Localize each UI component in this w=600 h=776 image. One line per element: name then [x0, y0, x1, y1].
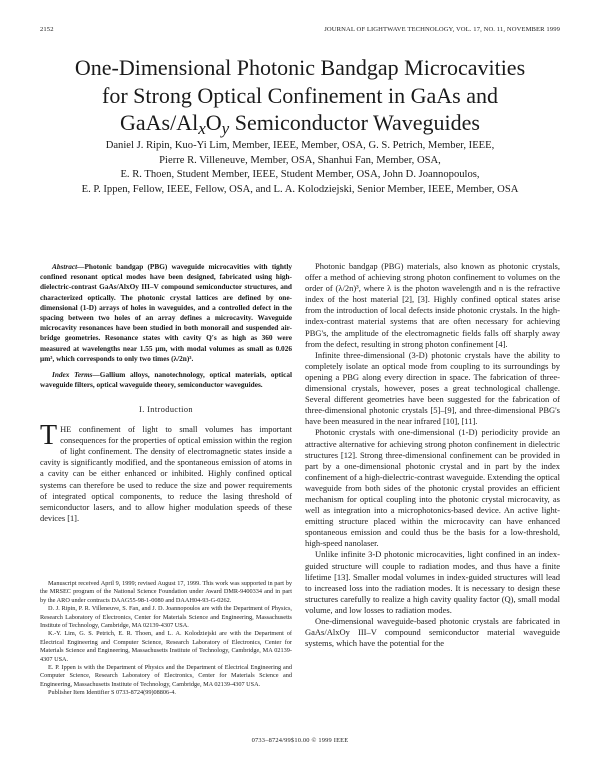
page-number: 2152 [40, 26, 54, 33]
index-terms-label: Index Terms— [52, 370, 100, 380]
author-list [40, 139, 560, 197]
title-line-3 [30, 109, 570, 143]
title-line-2: for Strong Optical Confinement in GaAs and [102, 82, 498, 108]
footnote-affiliation-2: K.-Y. Lim, G. S. Petrich, E. R. Thoen, and L. A. Kolodziejski are with the Department of Electrical Engineering and Computer Science, Research Laboratory of Electronics, Center for Materials Science and Engineering, Massachusetts Institute of Technology, Cambridge, MA 02139-4307 USA. [40, 630, 292, 663]
body-paragraph-5: One-dimensional waveguide-based photonic crystals are fabricated in GaAs/AlxOy III–V compound semiconductor material waveguide systems, which have the potential for the [305, 616, 560, 649]
abstract-text: Photonic bandgap (PBG) waveguide microcavities with tightly confined resonant optical modes have been designed, fabricated using high-dielectric-contrast GaAs/AlxOy III–V compound semiconductor structures, and characterized optically. The photonic crystal lattices are defined by one-dimensional (1-D) arrays of holes in waveguides, and a controlled defect in the spacing between two holes of an array defines a microcavity. Waveguide microcavity resonances have been studied in both monorail and suspended air-bridge geometries. Resonance states with cavity Q's as high as 360 were measured at wavelengths near 1.55 µm, with modal volumes as small as 0.026 µm³, which corresponds to only two times (λ/2n)³. [40, 262, 292, 363]
right-column [305, 261, 560, 649]
title-oxide-o: O [205, 110, 222, 135]
author-line-2: Pierre R. Villeneuve, Member, OSA, Shanhui Fan, Member, OSA, [159, 154, 441, 166]
index-terms [40, 370, 292, 390]
left-column [40, 262, 292, 524]
copyright-footer: 0733–8724/99$10.00 © 1999 IEEE [251, 737, 349, 744]
footnote-affiliation-1: D. J. Ripin, P. R. Villeneuve, S. Fan, and J. D. Joannopoulos are with the Department of Physics, Research Laboratory of Electronics, Center for Materials Science and Engineering, Massachusetts Institute of Technology, Cambridge, MA 02139-4307 USA. [40, 605, 292, 630]
body-paragraph-1: Photonic bandgap (PBG) materials, also known as photonic crystals, offer a method of achieving strong photon confinement to volumes on the order of (λ/2n)³, where λ is the photon wavelength and n is the refractive index of the host material [2], [3]. Highly confined optical states arise from the introduction of local defects inside photonic crystals. In the high-index-contrast material systems that are often necessary for achieving PBG's, the amplitude of the electromagnetic fields falls off sharply away from the defect, resulting in strong photon confinement [4]. [305, 261, 560, 349]
title-subscript-y: y [221, 119, 230, 138]
journal-citation: JOURNAL OF LIGHTWAVE TECHNOLOGY, VOL. 17, NO. 11, NOVEMBER 1999 [324, 26, 560, 33]
title-line-3-start: GaAs/Al [120, 110, 199, 135]
author-line-4: E. P. Ippen, Fellow, IEEE, Fellow, OSA, and L. A. Kolodziejski, Senior Member, IEEE, Member, OSA [81, 183, 519, 195]
footnote-manuscript: Manuscript received April 9, 1999; revised August 17, 1999. This work was supported in part by the MRSEC program of the National Science Foundation under Award DMR-9400334 and in part by the ARO under contracts DAAG55-98-1-0080 and DAAH04-93-G-0262. [40, 580, 292, 604]
body-paragraph-2: Infinite three-dimensional (3-D) photonic crystals have the ability to completely isolate an optical mode from coupling to its surroundings by opening a PBG along every direction in space. The fabrication of three-dimensional crystals, however, poses a great technological challenge. Several different geometries have been suggested for the fabrication of three-dimensional photonic crystals [5]–[9], and three-dimensional PBG's have been measured in the near infrared [10], [11]. [305, 349, 560, 427]
footnotes [40, 580, 292, 698]
footnote-publisher-id: Publisher Item Identifier S 0733-8724(99)08806-4. [48, 689, 176, 697]
author-line-3: E. R. Thoen, Student Member, IEEE, Student Member, OSA, John D. Joannopoulos, [120, 169, 480, 180]
author-line-1: Daniel J. Ripin, Kuo-Yi Lim, Member, IEEE, Member, OSA, G. S. Petrich, Member, IEEE, [105, 140, 495, 151]
body-paragraph-3: Photonic crystals with one-dimensional (1-D) periodicity provide an attractive alternative for achieving strong photon confinement in dielectric structures [12]. Strong three-dimensional confinement can be provided in part by a one-dimensional photonic crystal and in part by the index confinement of a high-dielectric-contrast waveguide. Extending the optical waveguide from both sides of the photonic crystal provides an efficient mechanism for optical coupling into the photonic crystal microcavity, as well as integration into a microphotonics-based device. An active light-emitting structure placed within the microcavity can have enhanced spontaneous emission and could thus be the basis for a low-threshold, high-speed nanolaser. [305, 427, 560, 549]
drop-cap: T [40, 419, 58, 451]
section-heading: I. Introduction [139, 405, 193, 415]
paper-title [30, 54, 570, 143]
title-line-3-end: Semiconductor Waveguides [229, 110, 480, 135]
intro-text: HE confinement of light to small volumes has important consequences for the properties of optical emission within the region of light confinement. The density of electromagnetic states inside a cavity is significantly modified, and the spontaneous emission of atoms in a cavity can be either enhanced or inhibited. Highly confined optical systems can therefore be used to reduce the size and power requirements of integrated optical components, to reduce the lasing threshold of semiconductor lasers, and to allow higher modulation speeds of these devices [1]. [40, 424, 292, 524]
intro-paragraph [40, 419, 292, 525]
title-subscript-x: x [198, 119, 206, 138]
body-paragraph-4: Unlike infinite 3-D photonic microcavities, light confined in an index-guided structure will couple to radiation modes, and thus have a finite lifetime [13]. Smaller modal volumes in index-guided structures will lead to increased loss into the radiation modes. It is necessary to design these structures carefully to realize a high cavity quality factor (Q), small modal volume, and low losses to radiation modes. [305, 549, 560, 615]
abstract-label: Abstract— [52, 262, 85, 271]
title-line-1: One-Dimensional Photonic Bandgap Microcavities [74, 55, 526, 80]
abstract [40, 262, 292, 364]
index-terms-text: Gallium alloys, nanotechnology, optical materials, optical waveguide filters, optical waveguide theory, semiconductor waveguides. [40, 370, 293, 390]
footnote-affiliation-3: E. P. Ippen is with the Department of Physics and the Department of Electrical Engineering and Computer Science, Research Laboratory of Electronics, Center for Materials Science and Engineering, Massachusetts Institute of Technology, Cambridge, MA 02139-4307 USA. [40, 664, 292, 688]
